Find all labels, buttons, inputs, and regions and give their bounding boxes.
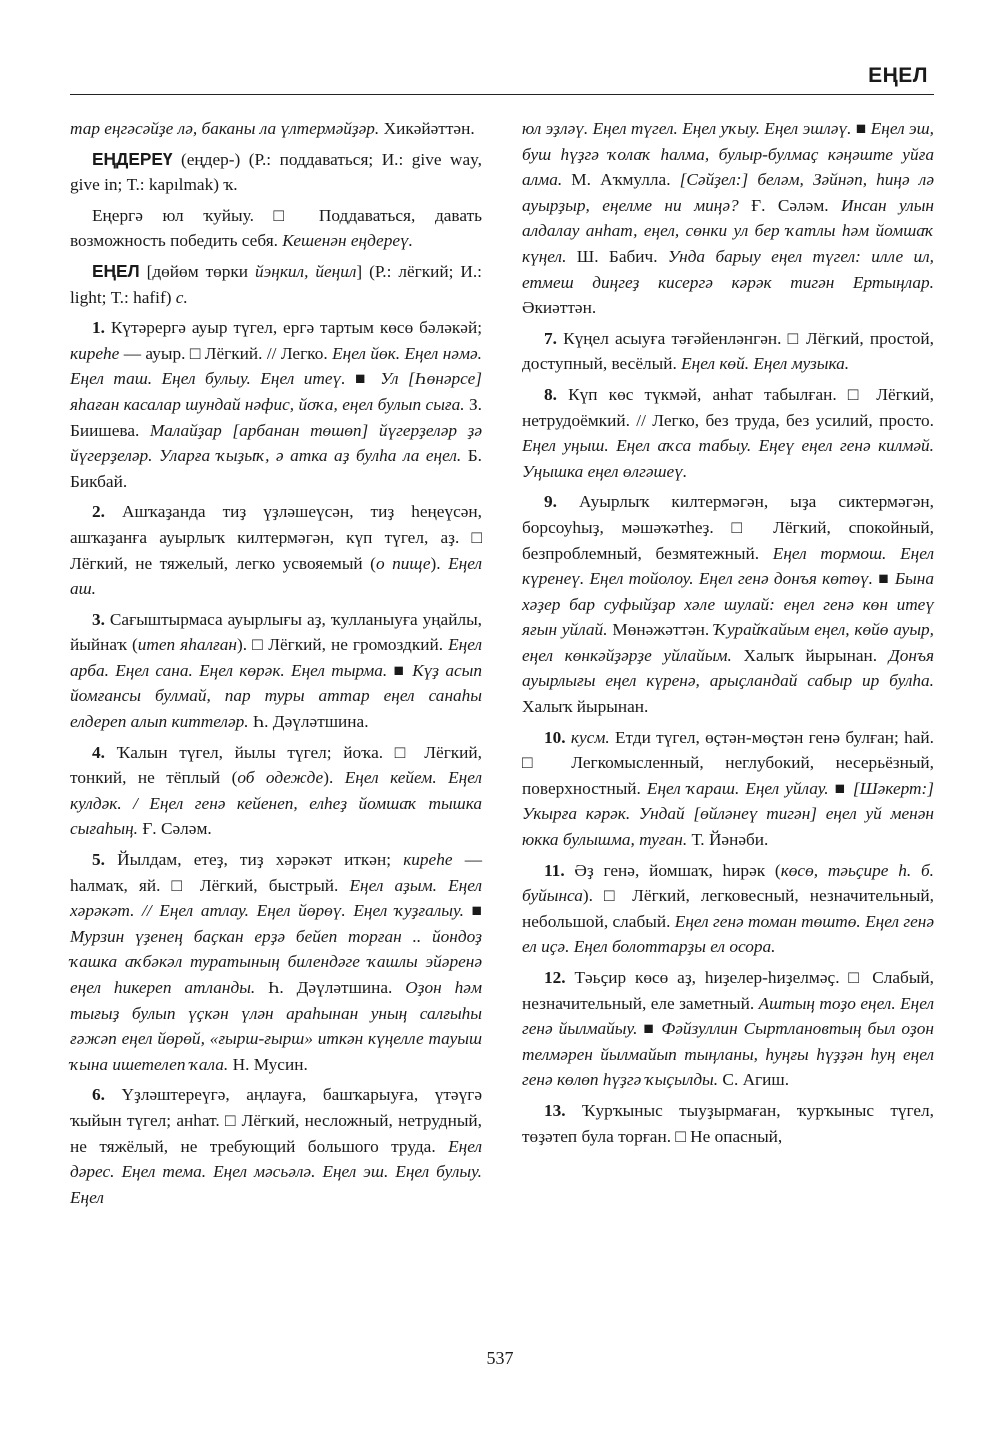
definition-text: ). □ Лёгкий, не громоздкий. bbox=[236, 635, 449, 655]
source-text: Мөнәжәттән. bbox=[607, 620, 715, 640]
definition-text: Етди түгел, өҫтән-мөҫтән генә булған; һай. □ Легкомысленный, неглубокий, несерьёзный, поверхностный. bbox=[522, 727, 934, 798]
label-text: кусм. bbox=[570, 727, 610, 747]
example-text: Еңел уңыш. Еңел аҡса табыу. Еңеү еңел генә килмәй. Уңышка еңел өлгәшеү. bbox=[522, 436, 934, 481]
example-text: Еңел аҙым. Еңел хәрәкәт. // Еңел атлау. Еңел йөрөү. Еңел ҡуҙғалыу. bbox=[70, 875, 482, 921]
definition-text: Ҡурҡыныс тыуҙырмаған, ҡурҡыныс түгел, төҙәтеп була торған. □ Не опасный, bbox=[522, 1100, 934, 1146]
source-text: М. Аҡмулла. bbox=[562, 170, 680, 190]
definition-text: Тәьҫир көсө аҙ, һиҙелер-һиҙелмәҫ. □ Слабый, незначительный, еле заметный. bbox=[522, 968, 934, 1013]
quote-text: Донъя ауырлығы еңел күренә, арыҫландай сабыр ир булһа. bbox=[522, 645, 934, 691]
definition-text: Күп көс түкмәй, анһат табылған. □ Лёгкий, нетрудоёмкий. // Легко, без труда, без усилий, просто. bbox=[522, 384, 934, 430]
source-text: С. Агиш. bbox=[718, 1070, 790, 1090]
definition-text: ). bbox=[430, 553, 449, 573]
black-square: ■ bbox=[872, 569, 895, 589]
label-text: киреһе bbox=[403, 850, 453, 870]
paragraph bbox=[70, 203, 482, 254]
source-text: З. Биишева. bbox=[70, 394, 482, 440]
definition-text: Ауырлыҡ килтермәгән, ыҙа сиктермәгән, борсоуһыҙ, мәшәҡәтһеҙ. □ Лёгкий, спокойный, безпроблемный, безмятежный. bbox=[522, 492, 934, 563]
sense-4 bbox=[70, 740, 482, 842]
sense-number: 1. bbox=[92, 318, 105, 338]
sense-3 bbox=[70, 607, 482, 735]
example-text: Еңел ҡараш. Еңел уйлау. bbox=[646, 778, 829, 798]
sense-5 bbox=[70, 847, 482, 1077]
sense-11 bbox=[522, 858, 934, 960]
quote-text: Малайҙар [арбанан төшөп] йүгерҙеләр ҙә йүгерҙеләр. Уларға ҡыҙыҡ, ә атка аҙ булһа ла еңел. bbox=[70, 420, 483, 466]
black-square: ■ bbox=[637, 1019, 662, 1039]
definition-text: ). □ Лёгкий, легковесный, незначительный, небольшой, слабый. bbox=[522, 886, 934, 931]
sense-number: 11. bbox=[544, 860, 565, 880]
example-text: Кешенән еңдереү. bbox=[282, 231, 414, 251]
example-text: Аштың тоҙо еңел. Еңел генә йылмайыу. bbox=[522, 993, 934, 1039]
example-text: Еңел кейем. Еңел кулдәк. / Еңел генә кейенеп, елһеҙ йомшаҡ тышка сығаһың. bbox=[70, 768, 482, 839]
example-text: Еңел генә томан төштө. Еңел генә ел иҫә. Еңел болоттарҙы ел осора. bbox=[522, 911, 934, 957]
paragraph bbox=[522, 116, 934, 321]
source-text: Ғ. Сәләм. bbox=[138, 819, 212, 839]
source-text: Халыҡ йырынан. bbox=[731, 645, 889, 665]
quote-text: Унда барыу еңел түгел: илле ил, етмеш диңгеҙ кисергә кәрәк тигән Ертыңлар. bbox=[522, 246, 934, 292]
sense-6 bbox=[70, 1082, 482, 1210]
part-of-speech: с. bbox=[175, 287, 188, 307]
example-text: Еңел аш. bbox=[70, 553, 482, 599]
left-column bbox=[70, 116, 482, 1215]
quote-text: Фәйзуллин Сыртлановтың был оҙон телмәрен йылмайып тыңланы, һуңғы һүҙҙән һуң еңел генә көлөп һүҙгә ҡыҫылды. bbox=[522, 1019, 934, 1090]
headword: ЕҢЕЛ bbox=[92, 260, 140, 281]
definition-text: Күтәрергә ауыр түгел, ергә тартым көсө бәләкәй; bbox=[104, 318, 482, 338]
sense-number: 12. bbox=[544, 968, 566, 987]
example-text: Еңел тормош. Еңел күренеү. Еңел тойолоу. Еңел генә донъя көтөү. bbox=[522, 543, 935, 589]
black-square: ■ bbox=[345, 369, 381, 389]
sense-number: 2. bbox=[92, 502, 105, 522]
quote-text: Ҡурайҡайым еңел, көйө ауыр, еңел көнкәйҙәрҙе уйлайым. bbox=[522, 620, 934, 665]
source-text: Н. Мусин. bbox=[228, 1054, 308, 1074]
sense-number: 4. bbox=[92, 742, 105, 762]
source-text: Т. Йәнәби. bbox=[687, 830, 769, 850]
quote-text: Мурзин үҙенең баҫкан ерҙә бейеп торған .. йондоҙ ҡашка аҡбәкәл туратының билендәге ҡашлы эйәренә еңел һикереп атланды. bbox=[70, 926, 482, 997]
definition-text: Ашҡаҙанда тиҙ үҙләшеүсән, тиҙ һеңеүсән, ашҡаҙанға ауырлыҡ килтермәгән, күп түгел, аҙ. □ Лёгкий, не тяжелый, легко усвояемый ( bbox=[70, 502, 482, 573]
label-text: о пище bbox=[375, 553, 431, 573]
example-text: Еңел йөк. Еңел нәмә. Еңел таш. Еңел булыу. Еңел итеү. bbox=[70, 343, 483, 389]
definition-text: Әҙ генә, йомшаҡ, һирәк ( bbox=[564, 860, 781, 880]
quote-text: [Сәйҙел:] беләм, Зәйнәп, һиңә лә ауырҙыр, еңелме ни миңә? bbox=[522, 170, 934, 215]
etymology-forms: йэңкил, йеңил bbox=[254, 261, 357, 281]
label-text: киреһе bbox=[70, 343, 120, 363]
definition-text: Еңергә юл ҡуйыу. □ Поддаваться, давать возможность победить себя. bbox=[70, 205, 482, 251]
source-text: Әкиәттән. bbox=[522, 298, 597, 318]
quote-text: Инсан улын алдалау анһат, еңел, сөнки ул бер ҡатлы һәм йомшаҡ күңел. bbox=[522, 195, 934, 266]
sense-number: 7. bbox=[544, 328, 557, 348]
sense-7 bbox=[522, 326, 934, 377]
page-number: 537 bbox=[486, 1348, 514, 1368]
header-rule bbox=[70, 94, 934, 95]
definition-text: — ауыр. □ Лёгкий. // Легко. bbox=[119, 343, 333, 363]
sense-number: 3. bbox=[92, 609, 105, 629]
definition-text: Үҙләштереүгә, аңлауға, башҡарыуға, үтәүгә ҡыйын түгел; анһат. □ Лёгкий, несложный, нетрудный, не тяжёлый, не требующий большого труда. bbox=[70, 1085, 482, 1156]
source-text: Халыҡ йырынан. bbox=[522, 697, 649, 717]
quote-text: Бына хәҙер бар суфыйҙар хәле шулай: еңел генә көн итеү яғын уйлай. bbox=[522, 569, 934, 640]
definition-text: Сағыштырмаса ауырлығы аҙ, ҡулланыуға уңайлы, йыйнаҡ ( bbox=[70, 609, 482, 655]
definition-text: Ҡалын түгел, йылы түгел; йоҡа. □ Лёгкий, тонкий, не тёплый ( bbox=[70, 742, 482, 788]
running-head: ЕҢЕЛ bbox=[868, 64, 928, 87]
black-square: ■ bbox=[463, 901, 482, 921]
entry-endereu bbox=[70, 147, 482, 198]
definition-text: Күңел асыуға тәғәйенләнгән. □ Лёгкий, простой, доступный, весёлый. bbox=[522, 328, 934, 374]
sense-number: 8. bbox=[544, 384, 557, 404]
source-text: Ш. Бабич. bbox=[566, 246, 668, 266]
headword: ЕҢДЕРЕҮ bbox=[92, 148, 173, 169]
paragraph bbox=[70, 116, 482, 142]
definition-text: ). bbox=[323, 768, 345, 788]
sense-9 bbox=[522, 489, 934, 719]
label-text: көсө, тәьҫире һ. б. буйынса bbox=[522, 860, 934, 906]
quote-text: Еңел эш, буш һүҙгә ҡолаҡ һалма, булыр-булмаҫ кәңәште уйға алма. bbox=[522, 119, 934, 190]
sense-12 bbox=[522, 965, 934, 1093]
sense-1 bbox=[70, 315, 482, 494]
entry-info: (еңдер-) (Р.: поддаваться; И.: give way, give in; Т.: kapılmak) ҡ. bbox=[70, 149, 482, 195]
example-text: тар еңгәсәйҙе лә, баканы ла үлтермәйҙәр. bbox=[70, 119, 380, 138]
sense-number: 13. bbox=[544, 1100, 566, 1120]
quote-text: Ул [Һөнәрсе] яһаған касалар шундай нәфис, йоҡа, еңел булып сыға. bbox=[70, 369, 482, 414]
definition-text: — һалмаҡ, яй. □ Лёгкий, быстрый. bbox=[70, 850, 482, 895]
example-text: Еңел дәрес. Еңел тема. Еңел мәсьәлә. Еңел эш. Еңел булыу. Еңел bbox=[70, 1136, 482, 1207]
right-column bbox=[522, 116, 934, 1154]
source-text: Ғ. Сәләм. bbox=[738, 195, 842, 215]
example-text: Еңел арба. Еңел сана. Еңел көрәк. Еңел тырма. bbox=[70, 635, 482, 680]
quote-text: Оҙон һәм тығыҙ булып үҫкән үлән араһынан уның салғыһы ғәжәп еңел йөрөй, «ғырш-ғырш» иткән күңелле тауыш ҡына ишетелеп ҡала. bbox=[70, 978, 482, 1074]
quote-text: [Шәкерт:] Укырға кәрәк. Ундай [өйләнеү тигән] еңел уй менән юкка булышма, туған. bbox=[522, 778, 934, 850]
black-square: ■ bbox=[828, 778, 853, 798]
sense-number: 6. bbox=[92, 1085, 105, 1105]
sense-number: 9. bbox=[544, 492, 557, 512]
sense-number: 10. bbox=[544, 727, 566, 747]
label-text: об одежде bbox=[237, 768, 324, 788]
example-text: Еңел көй. Еңел музыка. bbox=[681, 354, 850, 374]
definition-text: Йылдам, етеҙ, тиҙ хәрәкәт иткән; bbox=[104, 850, 404, 870]
sense-13 bbox=[522, 1098, 934, 1149]
sense-8 bbox=[522, 382, 934, 484]
entry-enel bbox=[70, 259, 482, 310]
sense-2 bbox=[70, 499, 482, 601]
sense-number: 5. bbox=[92, 850, 105, 870]
quote-text: Күҙ асып йомғансы булмай, пар туры аттар еңел санаһы елдереп алып киттеләр. bbox=[70, 660, 482, 732]
label-text: итеп яһалған bbox=[137, 635, 237, 655]
translations-text: ] (Р.: лёгкий; И.: light; Т.: hafif) bbox=[70, 261, 482, 307]
sense-10 bbox=[522, 725, 934, 853]
source-text: Б. Бикбай. bbox=[70, 446, 482, 491]
black-square: ■ bbox=[387, 660, 413, 680]
source-text: Һ. Дәүләтшина. bbox=[255, 978, 406, 997]
source-text: Хикәйәттән. bbox=[379, 119, 475, 138]
etymology-text: [дөйөм төрки bbox=[139, 261, 255, 281]
source-text: Һ. Дәүләтшина. bbox=[248, 712, 369, 732]
example-text: юл эҙләү. Еңел түгел. Еңел уҡыу. Еңел эшләү. bbox=[522, 119, 852, 138]
black-square: ■ bbox=[851, 119, 871, 138]
